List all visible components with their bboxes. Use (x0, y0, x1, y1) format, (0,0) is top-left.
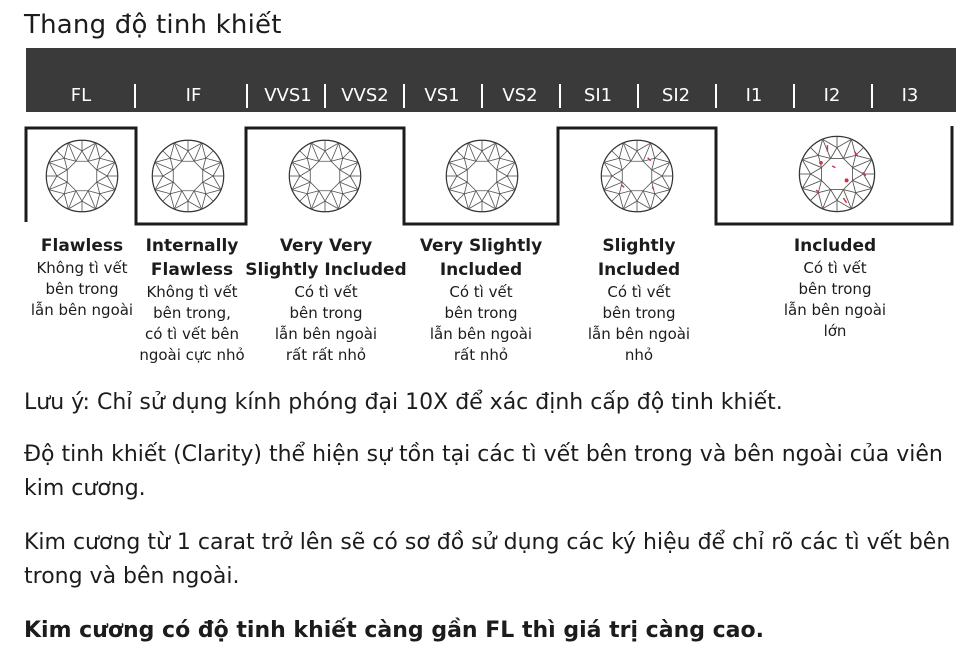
grade-label-i2: I2 (823, 85, 841, 106)
grade-label-i1: I1 (745, 85, 763, 106)
group-desc-line: Có tì vết (449, 283, 513, 301)
diamond-top-view-icon (150, 138, 226, 214)
group-desc-line: lẫn bên ngoài (274, 325, 378, 343)
group-name: Included (439, 260, 523, 280)
group-name: Very Very (279, 236, 373, 256)
group-desc-line: Có tì vết (294, 283, 358, 301)
diamond-top-view-icon (444, 138, 520, 214)
grade-label-vs1: VS1 (424, 85, 460, 106)
grade-label-si1: SI1 (583, 85, 613, 106)
group-included (760, 234, 910, 342)
grade-label-vvs1: VVS1 (264, 85, 312, 106)
page-title: Thang độ tinh khiết (24, 10, 282, 40)
group-desc-line: bên trong (45, 280, 119, 298)
group-desc-line: bên trong, (153, 304, 231, 322)
grade-label-if: IF (185, 85, 202, 106)
group-desc-line: lẫn bên ngoài (429, 325, 533, 343)
group-desc-line: bên trong (289, 304, 363, 322)
group-desc-line: lẫn bên ngoài (783, 301, 887, 319)
group-desc-line: bên trong (798, 280, 872, 298)
group-internally-flawless (134, 234, 250, 366)
group-desc-line: Có tì vết (607, 283, 671, 301)
group-name: Included (597, 260, 681, 280)
group-desc-line: bên trong (444, 304, 518, 322)
group-name: Slightly Included (245, 260, 407, 280)
group-desc-line: lớn (823, 322, 847, 340)
diamond-top-view-icon (44, 138, 120, 214)
note-clarity-definition: Độ tinh khiết (Clarity) thể hiện sự tồn tại các tì vết bên trong và bên ngoài của viên kim cương. (24, 442, 943, 501)
group-flawless (20, 234, 144, 321)
grade-label-i3: I3 (901, 85, 919, 106)
group-desc-line: ngoài cực nhỏ (139, 346, 245, 364)
conclusion-text: Kim cương có độ tinh khiết càng gần FL thì giá trị càng cao. (24, 618, 764, 643)
group-desc-line: Có tì vết (803, 259, 867, 277)
group-desc-line: bên trong (602, 304, 676, 322)
group-desc-line: rất rất nhỏ (285, 346, 367, 364)
note-carat-plot: Kim cương từ 1 carat trở lên sẽ có sơ đồ sử dụng các ký hiệu để chỉ rõ các tì vết bên trong và bên ngoài. (24, 530, 951, 589)
group-name: Internally (145, 236, 239, 256)
group-desc-line: rất nhỏ (453, 346, 509, 364)
group-name: Flawless (40, 236, 124, 256)
grade-label-vvs2: VVS2 (341, 85, 389, 106)
group-si (566, 234, 712, 366)
diamond-top-view-icon (797, 134, 877, 214)
diamond-top-view-icon (287, 138, 363, 214)
grade-label-fl: FL (70, 85, 92, 106)
group-name: Slightly (602, 236, 676, 256)
group-desc-line: có tì vết bên (144, 325, 240, 343)
diamond-top-view-icon (599, 138, 675, 214)
group-vs (406, 234, 556, 366)
group-desc-line: lẫn bên ngoài (587, 325, 691, 343)
group-vvs (244, 234, 408, 366)
grade-label-si2: SI2 (661, 85, 691, 106)
grade-label-vs2: VS2 (502, 85, 538, 106)
group-desc-line: Không tì vết (146, 283, 238, 301)
group-name: Very Slightly (419, 236, 543, 256)
group-desc-line: Không tì vết (36, 259, 128, 277)
group-name: Included (793, 236, 877, 256)
note-magnification: Lưu ý: Chỉ sử dụng kính phóng đại 10X để xác định cấp độ tinh khiết. (24, 390, 783, 415)
group-desc-line: lẫn bên ngoài (30, 301, 134, 319)
group-name: Flawless (150, 260, 234, 280)
group-desc-line: nhỏ (624, 346, 654, 364)
